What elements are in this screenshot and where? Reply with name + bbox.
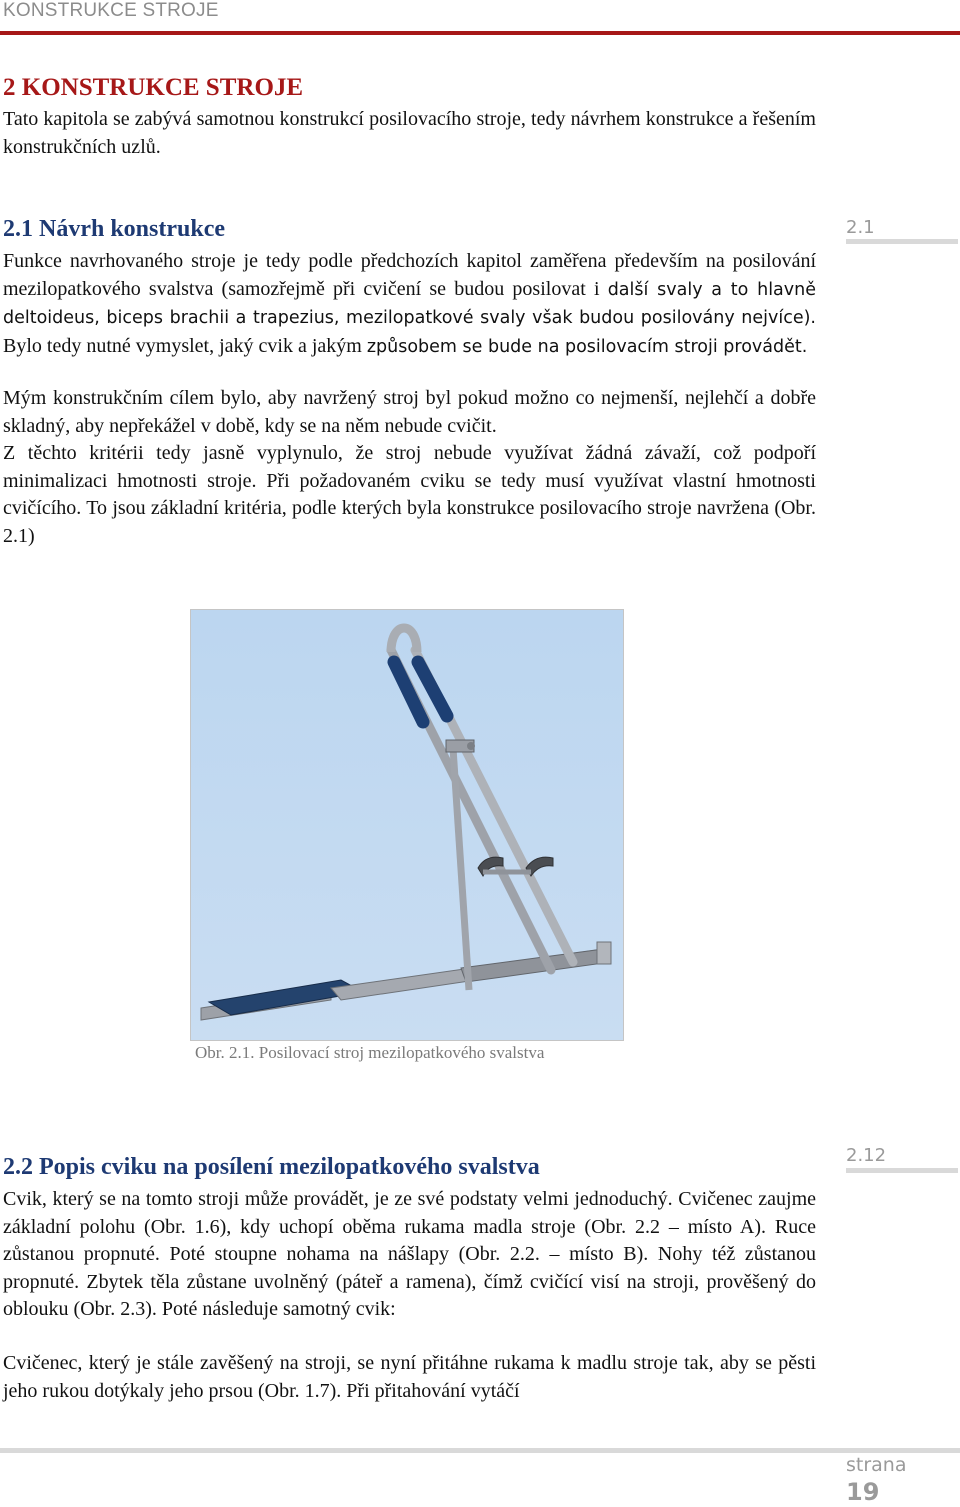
clamp-knob — [467, 742, 475, 750]
machine-illustration — [191, 610, 623, 1040]
page-number: 19 — [846, 1478, 880, 1506]
section-2-1-paragraph-3: Z těchto kritérii tedy jasně vyplynulo, že stroj nebude využívat žádná závaží, což podpoří minimalizaci hmotnosti stroje. Při požadovaném cviku se tedy musí využívat vlastní hmotnosti cvičícího. To jsou základní kritéria, podle kterých byla konstrukce posilovacího stroje navržena (Obr. 2.1) — [3, 442, 816, 547]
margin-rule-2-1 — [846, 239, 958, 244]
section-2-2-title: 2.2 Popis cviku na posílení mezilopatkového svalstva — [3, 1154, 540, 1180]
figure-caption: Obr. 2.1. Posilovací stroj mezilopatkového svalstva — [195, 1043, 545, 1062]
section-2-2-paragraph-2: Cvičenec, který je stále zavěšený na stroji, se nyní přitáhne rukama k madlu stroje tak, aby se pěsti jeho rukou dotýkaly jeho prsou (Obr. 1.7). Při přitahování vytáčí — [3, 1352, 816, 1402]
chapter-intro: Tato kapitola se zabývá samotnou konstrukcí posilovacího stroje, tedy návrhem konstrukce a řešením konstrukčních uzlů. — [3, 108, 816, 158]
header-divider — [0, 31, 960, 35]
margin-rule-2-12 — [846, 1168, 958, 1173]
footer-label: strana — [846, 1454, 907, 1476]
p1-serif: Funkce navrhovaného stroje je tedy podle předchozích kapitol zaměřena především na posilování mezilopatkového svalstva (samozřejmě při cvičení se budou posilovat i — [3, 250, 816, 300]
p1-serif-tail: Bylo tedy nutné vymyslet, jaký cvik a jakým — [3, 334, 367, 357]
chapter-title: 2 KONSTRUKCE STROJE — [3, 74, 304, 101]
section-2-1-title: 2.1 Návrh konstrukce — [3, 216, 226, 242]
rear-tube-end — [597, 942, 611, 964]
p1-sans: další svaly a to hlavně deltoideus, biceps brachii a trapezius, mezilopatkové svaly však budou posilovány nejvíce). — [3, 279, 816, 329]
p1-sans-tail: způsobem se bude na posilovacím stroji provádět. — [366, 336, 808, 357]
running-header: KONSTRUKCE STROJE — [3, 0, 219, 21]
margin-label-2-1: 2.1 — [846, 217, 875, 238]
figure-machine-render — [190, 609, 624, 1041]
section-2-1-paragraph-2: Mým konstrukčním cílem bylo, aby navržený stroj byl pokud možno co nejmenší, nejlehčí a dobře skladný, aby nepřekážel v době, kdy se na něm nebude cvičit. — [3, 387, 816, 437]
footer-divider — [0, 1448, 960, 1453]
section-2-2-paragraph-1: Cvik, který se na tomto stroji může provádět, je ze své podstaty velmi jednoduchý. Cvičenec zaujme základní polohu (Obr. 1.6), kdy uchopí oběma rukama madla stroje (Obr. 2.2 – místo A). Ruce zůstanou propnuté. Poté stoupne nohama na nášlapy (Obr. 2.2. – místo B). Nohy též zůstanou propnuté. Zbytek těla zůstane uvolněný (páteř a ramena), čímž cvičící visí na stroji, prověšený do oblouku (Obr. 2.3). Poté následuje samotný cvik: — [3, 1188, 816, 1321]
section-2-1-paragraph-1 — [3, 248, 816, 361]
margin-label-2-12: 2.12 — [846, 1145, 887, 1166]
